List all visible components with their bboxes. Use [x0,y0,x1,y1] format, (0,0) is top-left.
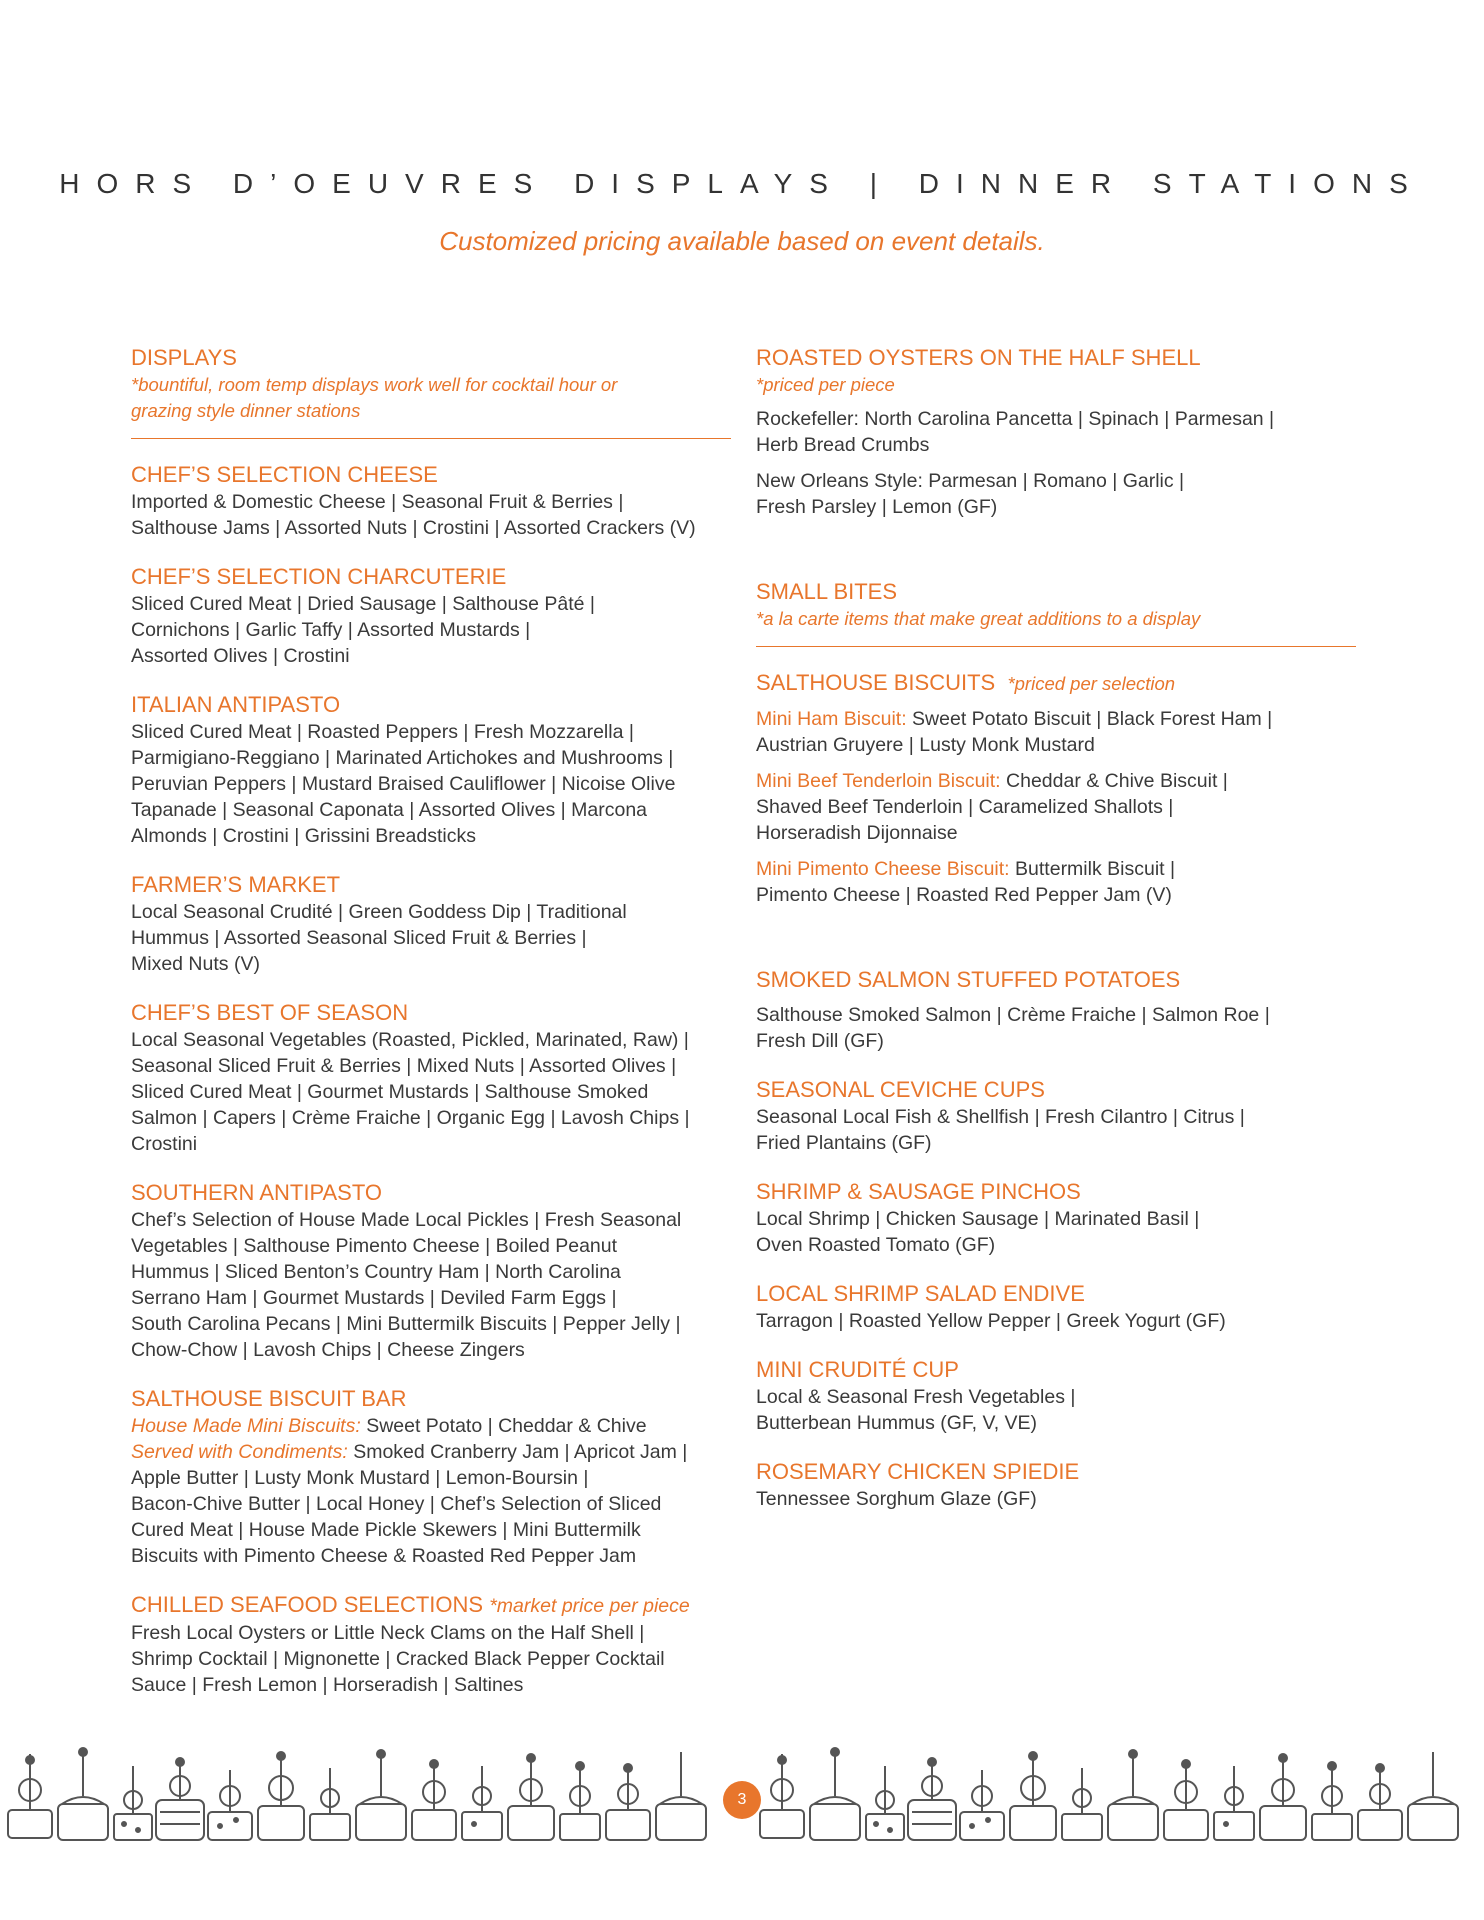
section-note: grazing style dinner stations [131,400,361,421]
displays-section [131,344,731,439]
section-line: Rockefeller: North Carolina Pancetta | Spinach | Parmesan | [756,408,1275,430]
section-heading: SALTHOUSE BISCUIT BAR [131,1386,407,1411]
section-line: Salmon | Capers | Crème Fraiche | Organic Egg | Lavosh Chips | [131,1107,690,1129]
item-text: Sweet Potato | Cheddar & Chive [366,1415,647,1437]
cheese-section [131,461,731,541]
divider [756,646,1356,647]
section-heading: SHRIMP & SAUSAGE PINCHOS [756,1179,1081,1204]
spiedie-section [756,1458,1356,1512]
section-line: Hummus | Sliced Benton’s Country Ham | North Carolina [131,1261,621,1283]
section-line: Butterbean Hummus (GF, V, VE) [756,1412,1038,1434]
section-line: Sliced Cured Meat | Roasted Peppers | Fresh Mozzarella | [131,721,634,743]
section-heading: SOUTHERN ANTIPASTO [131,1180,383,1205]
section-line: Crostini [131,1133,198,1155]
section-heading [756,669,1356,698]
biscuit-bar-section [131,1385,731,1569]
paragraph [756,406,1356,458]
section-line: Fried Plantains (GF) [756,1132,932,1154]
section-line: Herb Bread Crumbs [756,434,930,456]
heading-note: *priced per selection [1007,673,1176,694]
section-heading: ROSEMARY CHICKEN SPIEDIE [756,1459,1080,1484]
section-heading: ROASTED OYSTERS ON THE HALF SHELL [756,345,1201,370]
section-line: Salthouse Jams | Assorted Nuts | Crostini | Assorted Crackers (V) [131,517,696,539]
section-line: Local Seasonal Vegetables (Roasted, Pickled, Marinated, Raw) | [131,1029,689,1051]
section-line: Seasonal Sliced Fruit & Berries | Mixed Nuts | Assorted Olives | [131,1055,677,1077]
section-line: Vegetables | Salthouse Pimento Cheese | Boiled Peanut [131,1235,618,1257]
item-label: Mini Pimento Cheese Biscuit: [756,858,1010,880]
section-note: *bountiful, room temp displays work well for cocktail hour or [131,374,618,395]
section-line: Oven Roasted Tomato (GF) [756,1234,996,1256]
salthouse-biscuits-section [756,669,1356,908]
section-line: Fresh Local Oysters or Little Neck Clams on the Half Shell | [131,1622,645,1644]
section-line: Shaved Beef Tenderloin | Caramelized Shallots | [756,796,1174,818]
oysters-section [756,344,1356,520]
section-note: *a la carte items that make great additions to a display [756,608,1201,629]
section-heading: LOCAL SHRIMP SALAD ENDIVE [756,1281,1085,1306]
section-heading: MINI CRUDITÉ CUP [756,1357,959,1382]
paragraph [756,768,1356,846]
item-label: Served with Condiments: [131,1441,348,1463]
section-line: Austrian Gruyere | Lusty Monk Mustard [756,734,1095,756]
heading-note: *market price per piece [489,1595,690,1617]
crudite-section [756,1356,1356,1436]
section-line: Fresh Dill (GF) [756,1030,884,1052]
section-line: Cured Meat | House Made Pickle Skewers | Mini Buttermilk [131,1519,641,1541]
page-number: 3 [723,1781,761,1819]
section-line: Horseradish Dijonnaise [756,822,958,844]
divider [131,438,731,439]
right-column [756,344,1356,1534]
section-heading: SMOKED SALMON STUFFED POTATOES [756,967,1181,992]
section-line: Cornichons | Garlic Taffy | Assorted Mustards | [131,619,531,641]
section-line: Biscuits with Pimento Cheese & Roasted Red Pepper Jam [131,1545,637,1567]
endive-section [756,1280,1356,1334]
item-text: Smoked Cranberry Jam | Apricot Jam | [353,1441,688,1463]
section-line: Tennessee Sorghum Glaze (GF) [756,1488,1037,1510]
section-line: Sliced Cured Meat | Dried Sausage | Salthouse Pâté | [131,593,595,615]
heading-text: CHILLED SEAFOOD SELECTIONS [131,1592,484,1617]
best-section [131,999,731,1157]
southern-section [131,1179,731,1363]
section-line: Local & Seasonal Fresh Vegetables | [756,1386,1076,1408]
section-line: Parmigiano-Reggiano | Marinated Artichokes and Mushrooms | [131,747,674,769]
seafood-section [131,1591,731,1698]
item-text: Cheddar & Chive Biscuit | [1006,770,1228,792]
italian-section [131,691,731,849]
section-line [131,1439,731,1465]
section-line: Sauce | Fresh Lemon | Horseradish | Saltines [131,1674,524,1696]
section-heading: SMALL BITES [756,579,898,604]
section-heading: SEASONAL CEVICHE CUPS [756,1077,1045,1102]
section-line: Peruvian Peppers | Mustard Braised Cauliflower | Nicoise Olive [131,773,676,795]
section-line: Sliced Cured Meat | Gourmet Mustards | Salthouse Smoked [131,1081,649,1103]
section-heading: ITALIAN ANTIPASTO [131,692,341,717]
section-line: Imported & Domestic Cheese | Seasonal Fruit & Berries | [131,491,624,513]
left-column [131,344,731,1720]
section-note: *priced per piece [756,374,895,395]
heading-text: SALTHOUSE BISCUITS [756,670,996,695]
section-heading: CHEF’S SELECTION CHEESE [131,462,438,487]
section-line: Shrimp Cocktail | Mignonette | Cracked Black Pepper Cocktail [131,1648,665,1670]
paragraph [756,706,1356,758]
section-line: Pimento Cheese | Roasted Red Pepper Jam (V) [756,884,1172,906]
salmon-section [756,966,1356,1054]
item-text: Buttermilk Biscuit | [1015,858,1176,880]
paragraph [756,468,1356,520]
charcuterie-section [131,563,731,669]
section-line: Seasonal Local Fish & Shellfish | Fresh Cilantro | Citrus | [756,1106,1245,1128]
ceviche-section [756,1076,1356,1156]
section-line [756,856,1356,882]
section-line: Tarragon | Roasted Yellow Pepper | Greek Yogurt (GF) [756,1310,1226,1332]
section-line [756,768,1356,794]
section-line: Fresh Parsley | Lemon (GF) [756,496,998,518]
section-line: Serrano Ham | Gourmet Mustards | Deviled Farm Eggs | [131,1287,617,1309]
small-bites-section [756,578,1356,647]
section-line: Tapanade | Seasonal Caponata | Assorted Olives | Marcona [131,799,648,821]
section-line: South Carolina Pecans | Mini Buttermilk Biscuits | Pepper Jelly | [131,1313,681,1335]
section-line: Hummus | Assorted Seasonal Sliced Fruit & Berries | [131,927,587,949]
pricing-subtitle: Customized pricing available based on event details. [439,226,1045,256]
section-line: Local Seasonal Crudité | Green Goddess Dip | Traditional [131,901,627,923]
section-heading: CHEF’S SELECTION CHARCUTERIE [131,564,507,589]
section-heading [131,1591,731,1620]
paragraph [756,856,1356,908]
section-line: Local Shrimp | Chicken Sausage | Marinated Basil | [756,1208,1200,1230]
section-line: Assorted Olives | Crostini [131,645,350,667]
item-label: Mini Beef Tenderloin Biscuit: [756,770,1001,792]
section-line: New Orleans Style: Parmesan | Romano | Garlic | [756,470,1185,492]
section-line: Mixed Nuts (V) [131,953,260,975]
section-heading: DISPLAYS [131,345,237,370]
item-text: Sweet Potato Biscuit | Black Forest Ham | [912,708,1273,730]
item-label: Mini Ham Biscuit: [756,708,907,730]
page-title: HORS D’OEUVRES DISPLAYS | DINNER STATIONS [59,168,1425,199]
section-line [131,1413,731,1439]
section-line: Salthouse Smoked Salmon | Crème Fraiche | Salmon Roe | [756,1004,1270,1026]
section-line: Almonds | Crostini | Grissini Breadsticks [131,825,476,847]
section-heading: FARMER’S MARKET [131,872,341,897]
item-label: House Made Mini Biscuits: [131,1415,361,1437]
pinchos-section [756,1178,1356,1258]
section-line: Chow-Chow | Lavosh Chips | Cheese Zingers [131,1339,525,1361]
section-line: Apple Butter | Lusty Monk Mustard | Lemon-Boursin | [131,1467,589,1489]
farmers-section [131,871,731,977]
section-heading: CHEF’S BEST OF SEASON [131,1000,409,1025]
section-line [756,706,1356,732]
section-line: Bacon-Chive Butter | Local Honey | Chef’s Selection of Sliced [131,1493,662,1515]
section-line: Chef’s Selection of House Made Local Pickles | Fresh Seasonal [131,1209,682,1231]
